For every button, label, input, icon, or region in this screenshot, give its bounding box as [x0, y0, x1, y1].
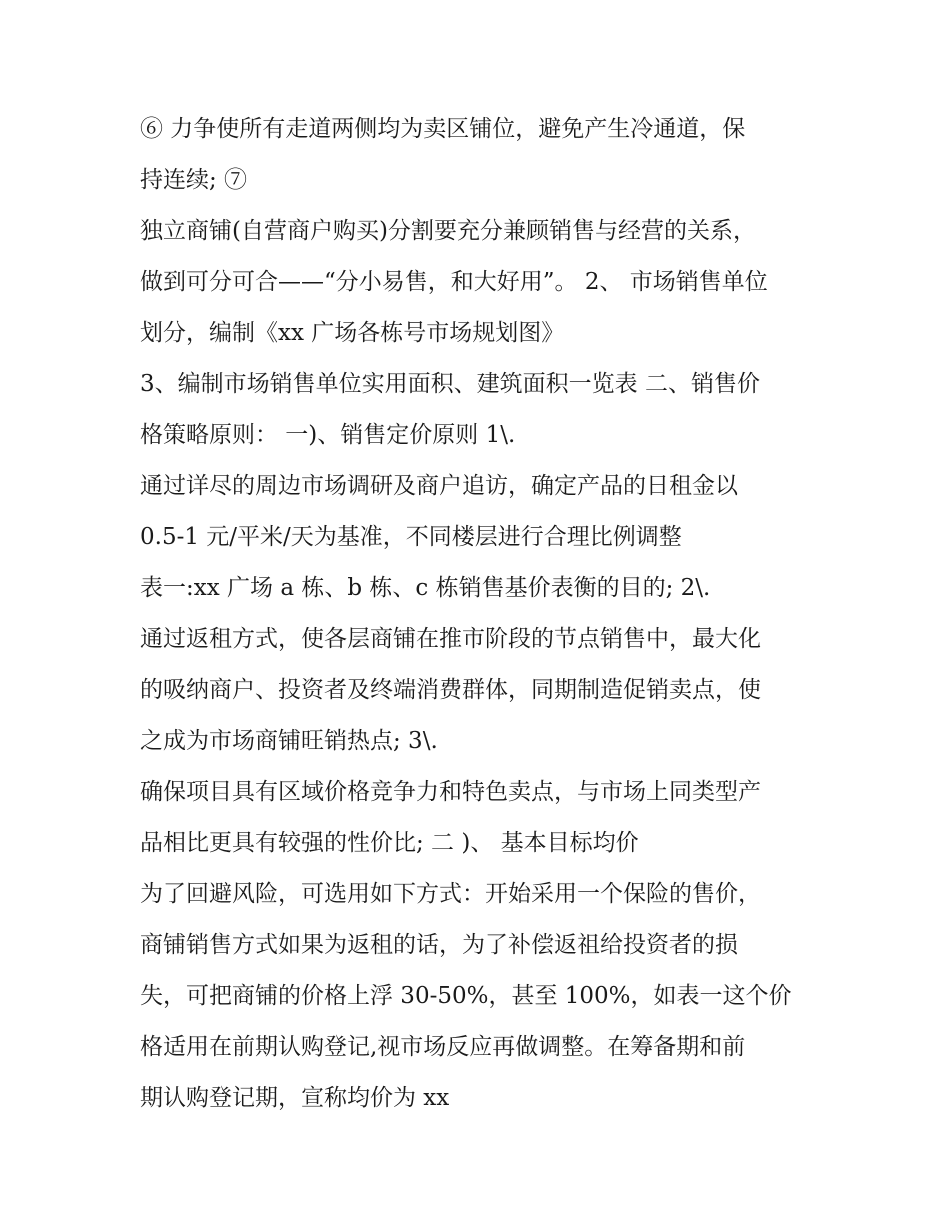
text-line-15: 品相比更具有较强的性价比; 二 )、 基本目标均价	[140, 830, 639, 856]
text-line-5: 划分，编制《xx 广场各栋号市场规划图》	[140, 320, 565, 346]
text-line-4: 做到可分可合——“分小易售，和大好用”。 2、 市场销售单位	[140, 269, 768, 295]
text-line-2: 持连续; ⑦	[140, 167, 248, 193]
text-line-20: 期认购登记期，宣称均价为 xx	[140, 1085, 450, 1111]
text-line-18: 失，可把商铺的价格上浮 30-50%，甚至 100%，如表一这个价	[140, 983, 792, 1009]
text-line-7: 格策略原则： 一)、销售定价原则 1\.	[140, 422, 516, 448]
text-line-1: ⑥ 力争使所有走道两侧均为卖区铺位，避免产生冷通道，保	[140, 116, 746, 142]
text-line-12: 的吸纳商户、投资者及终端消费群体，同期制造促销卖点，使	[140, 677, 761, 703]
text-line-14: 确保项目具有区域价格竞争力和特色卖点，与市场上同类型产	[140, 779, 761, 805]
text-line-10: 表一:xx 广场 a 栋、b 栋、c 栋销售基价表衡的目的; 2\.	[140, 575, 711, 601]
text-line-19: 格适用在前期认购登记,视市场反应再做调整。在筹备期和前	[140, 1034, 746, 1060]
document-body	[140, 104, 830, 1124]
text-line-8: 通过详尽的周边市场调研及商户追访，确定产品的日租金以	[140, 473, 738, 499]
text-line-16: 为了回避风险，可选用如下方式：开始采用一个保险的售价，	[140, 881, 761, 907]
text-line-13: 之成为市场商铺旺销热点; 3\.	[140, 728, 438, 754]
text-line-11: 通过返租方式，使各层商铺在推市阶段的节点销售中，最大化	[140, 626, 761, 652]
text-line-17: 商铺销售方式如果为返租的话，为了补偿返祖给投资者的损	[140, 932, 738, 958]
text-line-9: 0.5-1 元/平米/天为基准，不同楼层进行合理比例调整	[140, 524, 682, 550]
text-line-3: 独立商铺(自营商户购买)分割要充分兼顾销售与经营的关系，	[140, 218, 756, 244]
text-line-6: 3、编制市场销售单位实用面积、建筑面积一览表 二、销售价	[140, 371, 760, 397]
